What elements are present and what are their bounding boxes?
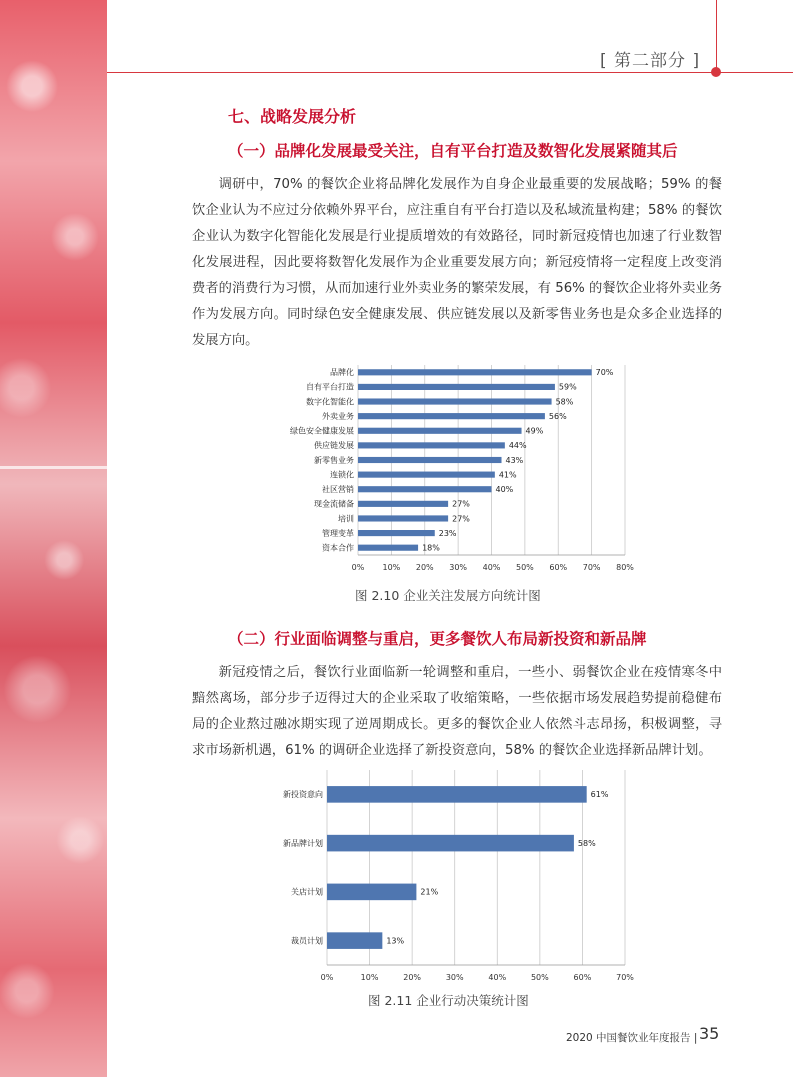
category-label: 裁员计划: [291, 936, 323, 946]
footer-report-title: 2020 中国餐饮业年度报告 |: [566, 1032, 698, 1044]
category-label: 数字化智能化: [306, 397, 354, 407]
data-label: 40%: [495, 485, 514, 495]
bar: [358, 515, 448, 521]
x-tick-label: 50%: [515, 563, 534, 572]
bar: [358, 369, 592, 375]
paragraph-2: 新冠疫情之后，餐饮行业面临新一轮调整和重启，一些小、弱餐饮企业在疫情寒冬中黯然离场，部分步子迈得过大的企业采取了收缩策略，一些依据市场发展趋势提前稳健布局的企业熬过融冰期实现了逆周期成长。更多的餐饮企业人依然斗志昂扬，积极调整，寻求市场新机遇，61% 的调研企业选择了新投资意向，58% 的餐饮企业选择新品牌计划。: [192, 665, 722, 758]
category-label: 外卖业务: [322, 411, 354, 421]
header-horizontal-rule: [107, 72, 793, 73]
data-label: 58%: [577, 838, 596, 848]
x-tick-label: 30%: [445, 973, 464, 982]
x-tick-label: 60%: [549, 563, 568, 572]
data-label: 70%: [595, 368, 614, 378]
category-label: 自有平台打造: [306, 382, 354, 392]
bar: [358, 472, 495, 478]
category-label: 培训: [338, 514, 354, 524]
bar: [358, 457, 502, 463]
x-tick-label: 0%: [351, 563, 365, 572]
x-tick-label: 0%: [320, 973, 334, 982]
category-label: 资本合作: [322, 543, 354, 553]
bar: [358, 398, 552, 404]
category-label: 绿色安全健康发展: [290, 426, 354, 436]
x-tick-label: 10%: [360, 973, 379, 982]
category-label: 供应链发展: [314, 441, 354, 451]
x-tick-label: 10%: [382, 563, 401, 572]
x-tick-label: 70%: [582, 563, 601, 572]
x-tick-label: 70%: [616, 973, 634, 982]
x-tick-label: 50%: [530, 973, 549, 982]
x-tick-label: 30%: [449, 563, 468, 572]
bar: [358, 545, 418, 551]
category-label: 管理变革: [322, 528, 354, 538]
bar: [358, 413, 545, 419]
part-label: [ 第二部分 ]: [600, 51, 701, 71]
page-number: 35: [699, 1024, 720, 1043]
data-label: 44%: [508, 441, 527, 451]
chart-action-decisions: [265, 770, 655, 985]
figure-caption-2: 图 2.11 企业行动决策统计图: [368, 993, 529, 1008]
data-label: 61%: [590, 790, 609, 800]
data-label: 13%: [386, 936, 405, 946]
bar: [358, 428, 522, 434]
side-decorative-photo: [0, 0, 107, 1077]
data-label: 49%: [525, 426, 544, 436]
x-tick-label: 40%: [488, 973, 507, 982]
category-label: 现金流储备: [314, 499, 354, 509]
header-vertical-rule: [716, 0, 717, 72]
section-title: 七、战略发展分析: [228, 107, 357, 126]
subsection-title-2: （二）行业面临调整与重启，更多餐饮人布局新投资和新品牌: [228, 630, 647, 648]
header-dot: [711, 67, 721, 77]
paragraph-1: 调研中，70% 的餐饮企业将品牌化发展作为自身企业最重要的发展战略；59% 的餐饮企业认为不应过分依赖外界平台，应注重自有平台打造以及私域流量构建；58% 的餐饮企业认为数字化智能化发展是行业提质增效的有效路径，同时新冠疫情也加速了行业数智化发展进程，因此要将数智化发展作为企业重要发展方向；新冠疫情将一定程度上改变消费者的消费行为习惯，从而加速行业外卖业务的繁荣发展，有 56% 的餐饮企业将外卖业务作为发展方向。同时绿色安全健康发展、供应链发展以及新零售业务也是众多企业选择的发展方向。: [192, 177, 722, 348]
data-label: 58%: [555, 397, 574, 407]
x-tick-label: 80%: [616, 563, 634, 572]
chart-development-directions: [265, 360, 655, 580]
bar: [327, 932, 382, 949]
category-label: 新品牌计划: [283, 838, 323, 848]
bar: [358, 486, 492, 492]
category-label: 新零售业务: [314, 455, 354, 465]
x-tick-label: 20%: [415, 563, 434, 572]
figure-caption-1: 图 2.10 企业关注发展方向统计图: [355, 588, 541, 603]
bar: [358, 501, 448, 507]
x-tick-label: 40%: [482, 563, 501, 572]
data-label: 23%: [438, 528, 457, 538]
data-label: 41%: [498, 470, 517, 480]
category-label: 社区营销: [322, 485, 354, 495]
data-label: 56%: [548, 411, 567, 421]
bar: [358, 530, 435, 536]
bar: [327, 786, 587, 803]
category-label: 关店计划: [291, 887, 323, 897]
bar: [327, 835, 574, 852]
data-label: 27%: [452, 499, 470, 509]
x-tick-label: 20%: [403, 973, 422, 982]
data-label: 43%: [505, 455, 524, 465]
category-label: 连锁化: [330, 470, 354, 480]
category-label: 品牌化: [330, 368, 354, 378]
bar: [358, 384, 555, 390]
data-label: 27%: [452, 514, 470, 524]
category-label: 新投资意向: [283, 790, 323, 800]
bar: [327, 884, 416, 901]
data-label: 18%: [422, 543, 440, 553]
subsection-title-1: （一）品牌化发展最受关注，自有平台打造及数智化发展紧随其后: [228, 142, 678, 160]
data-label: 21%: [420, 887, 439, 897]
bar: [358, 442, 505, 448]
data-label: 59%: [558, 382, 577, 392]
x-tick-label: 60%: [573, 973, 592, 982]
